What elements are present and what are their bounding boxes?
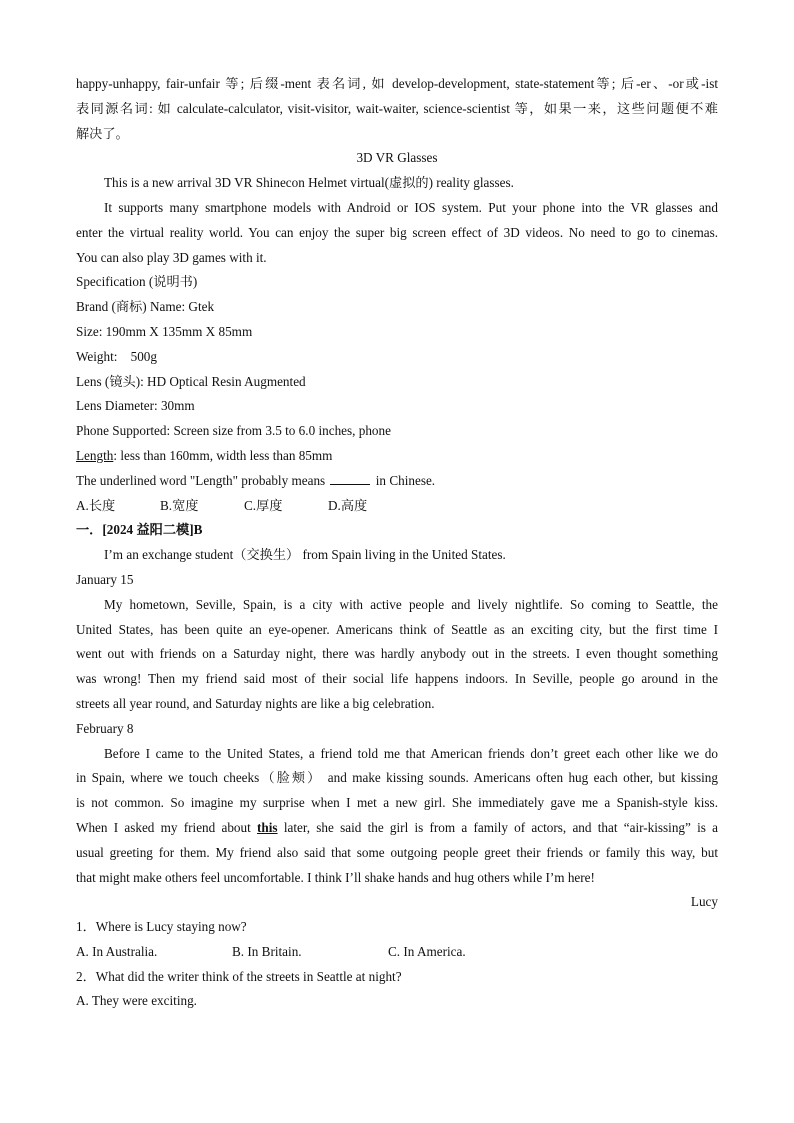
jan-line-1: My hometown, Seville, Spain, is a city with active people and lively nightlife. So coming to Seattle, the bbox=[104, 596, 718, 612]
feb-line-6: that might make others feel uncomfortable. I think I’ll shake hands and hug others while I’m here! bbox=[76, 869, 595, 885]
signature: Lucy bbox=[690, 894, 718, 910]
feb-line-4-b: later, she said the girl is from a family of actors, and that “air-kissing” is a bbox=[283, 819, 719, 835]
underlined-word-length: Length bbox=[76, 447, 114, 463]
feb-line-2: in Spain, where we touch cheeks（脸颊） and make kissing sounds. Americans often hug each other, but kissing bbox=[76, 770, 718, 786]
option-a: A.长度 bbox=[76, 497, 116, 513]
section-b-intro: I’m an exchange student（交换生） from Spain living in the United States. bbox=[104, 547, 506, 563]
option-b: B.宽度 bbox=[160, 497, 199, 513]
document-page bbox=[76, 72, 718, 1014]
question-1: 1．Where is Lucy staying now? bbox=[76, 919, 247, 935]
spec-lens: Lens (镜头): HD Optical Resin Augmented bbox=[76, 373, 306, 389]
question-1-options bbox=[76, 940, 718, 965]
jan-line-2: United States, has been quite an eye-opener. Americans think of Seattle as an exciting city, but the first time I bbox=[76, 621, 718, 637]
question-2: 2．What did the writer think of the streets in Seattle at night? bbox=[76, 968, 402, 984]
jan-line-3: went out with friends on a Saturday night, there was hardly anybody out in the streets. I even thought something bbox=[76, 646, 718, 662]
passage-a-p2-line-1: It supports many smartphone models with Android or IOS system. Put your phone into the VR glasses and bbox=[104, 199, 718, 215]
underlined-word-this: this bbox=[257, 819, 278, 835]
intro-line-2: 表同源名词: 如 calculate-calculator, visit-visitor, wait-waiter, science-scientist 等，如果一来，这些问题便不难 bbox=[76, 100, 718, 116]
option-d: D.高度 bbox=[328, 497, 368, 513]
feb-line-4 bbox=[76, 816, 718, 841]
jan-line-5: streets all year round, and Saturday nights are like a big celebration. bbox=[76, 695, 435, 711]
spec-length bbox=[76, 444, 718, 469]
q1-option-b: B. In Britain. bbox=[232, 943, 302, 959]
diary-date-1: January 15 bbox=[76, 571, 134, 587]
section-b-letter: B bbox=[193, 522, 203, 538]
feb-line-4-a: When I asked my friend about bbox=[76, 819, 251, 835]
spec-heading: Specification (说明书) bbox=[76, 274, 198, 290]
feb-line-1: Before I came to the United States, a friend told me that American friends don’t greet each other like we do bbox=[104, 745, 718, 761]
intro-line-3: 解决了。 bbox=[76, 125, 129, 141]
passage-a-p2-line-3: You can also play 3D games with it. bbox=[76, 249, 267, 265]
spec-brand: Brand (商标) Name: Gtek bbox=[76, 299, 215, 315]
passage-a-options bbox=[76, 494, 718, 519]
passage-title: 3D VR Glasses bbox=[356, 150, 438, 166]
feb-line-3: is not common. So imagine my surprise when I met a new girl. She immediately gave me a Spanish-style kiss. bbox=[76, 795, 718, 811]
q2-option-a: A. They were exciting. bbox=[76, 993, 197, 1009]
passage-a-question bbox=[76, 469, 718, 494]
q1-option-c: C. In America. bbox=[388, 943, 466, 959]
passage-a-p2-line-2: enter the virtual reality world. You can enjoy the super big screen effect of 3D videos. No need to go to cinemas. bbox=[76, 224, 718, 240]
answer-blank bbox=[330, 470, 370, 485]
option-c: C.厚度 bbox=[244, 497, 283, 513]
spec-phone: Phone Supported: Screen size from 3.5 to 6.0 inches, phone bbox=[76, 423, 391, 439]
intro-line-1: happy-unhappy, fair-unfair 等; 后缀-ment 表名词, 如 develop-development, state-statement等; 后-er、-or或-ist bbox=[76, 76, 718, 91]
diary-date-2: February 8 bbox=[76, 720, 134, 736]
question-a-text: The underlined word "Length" probably means bbox=[76, 472, 326, 488]
spec-size: Size: 190mm X 135mm X 85mm bbox=[76, 323, 253, 339]
passage-a-paragraph-1: This is a new arrival 3D VR Shinecon Helmet virtual(虚拟的) reality glasses. bbox=[104, 175, 514, 191]
q1-option-a: A. In Australia. bbox=[76, 943, 158, 959]
section-b-prefix: 一．[2024 益阳二模] bbox=[76, 522, 194, 538]
feb-line-5: usual greeting for them. My friend also said that some outgoing people greet their friends or family this way, but bbox=[76, 844, 718, 860]
jan-line-4: was wrong! Then my friend said most of their social life happens indoors. In Seville, people go around in the bbox=[76, 671, 718, 687]
spec-length-rest: : less than 160mm, width less than 85mm bbox=[113, 447, 333, 463]
question-a-tail: in Chinese. bbox=[375, 472, 436, 488]
section-b-heading bbox=[76, 518, 718, 543]
spec-weight: Weight: 500g bbox=[76, 348, 157, 364]
spec-diameter: Lens Diameter: 30mm bbox=[76, 398, 195, 414]
